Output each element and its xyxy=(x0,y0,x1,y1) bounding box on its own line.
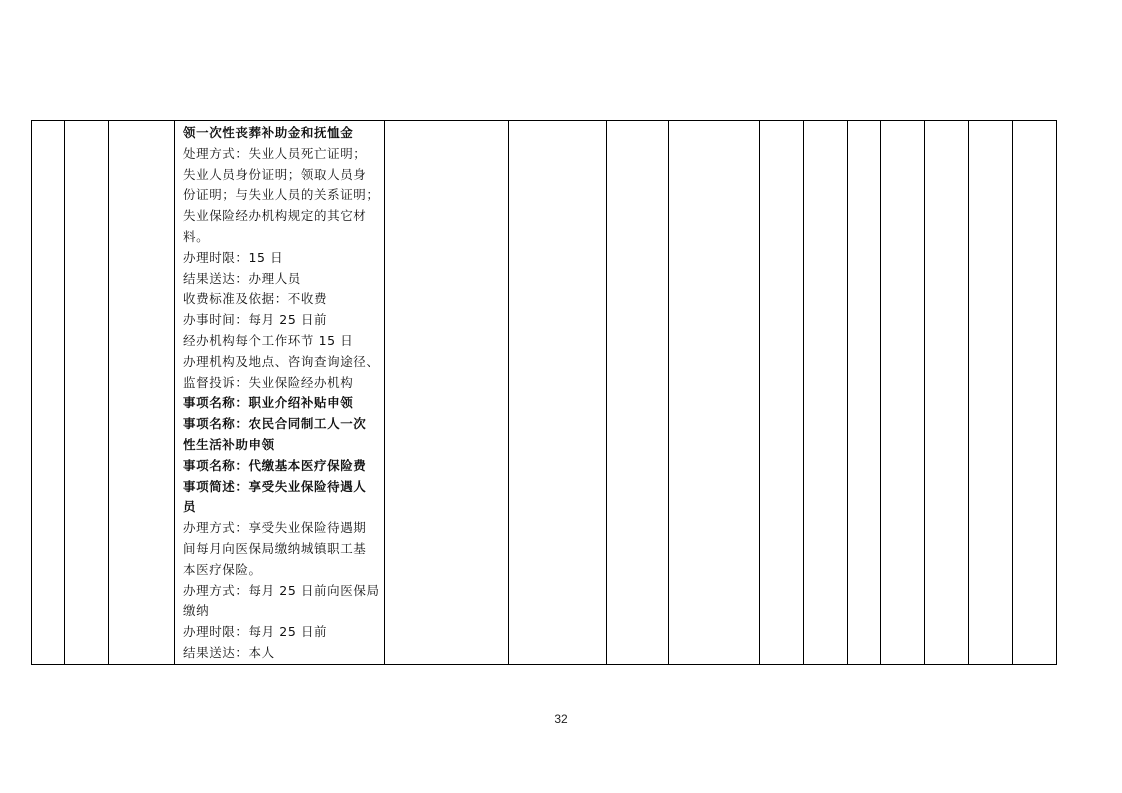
table-cell-item-details xyxy=(175,121,385,665)
item-detail-line: 办理方式：享受失业保险待遇期 xyxy=(183,520,367,536)
item-detail-line: 办理方式：每月 25 日前向医保局 xyxy=(183,582,380,598)
item-detail-line: 办理时限：15 日 xyxy=(183,249,284,265)
table-cell-col-5 xyxy=(384,121,508,665)
table-cell-col-8 xyxy=(668,121,759,665)
table-cell-col-15 xyxy=(1012,121,1056,665)
item-detail-line: 本医疗保险。 xyxy=(183,561,262,577)
table-cell-col-6 xyxy=(508,121,606,665)
table-row xyxy=(32,121,1057,665)
item-heading-line: 事项名称：农民合同制工人一次 xyxy=(183,416,367,432)
item-detail-line: 失业保险经办机构规定的其它材 xyxy=(183,208,367,224)
table-cell-col-9 xyxy=(759,121,803,665)
item-detail-line: 份证明；与失业人员的关系证明； xyxy=(183,187,380,203)
item-heading-line: 性生活补助申领 xyxy=(183,436,275,452)
item-heading-line: 事项简述：享受失业保险待遇人 xyxy=(183,478,367,494)
item-detail-line: 办理机构及地点、咨询查询途径、 xyxy=(183,353,380,369)
item-detail-line: 缴纳 xyxy=(183,603,210,619)
table-cell-col-7 xyxy=(606,121,668,665)
item-details-text xyxy=(183,123,380,664)
item-detail-line: 收费标准及依据：不收费 xyxy=(183,291,328,307)
item-detail-line: 处理方式：失业人员死亡证明； xyxy=(183,145,367,161)
table-cell-col-10 xyxy=(803,121,847,665)
item-detail-line: 经办机构每个工作环节 15 日 xyxy=(183,332,354,348)
item-detail-line: 失业人员身份证明；领取人员身 xyxy=(183,166,367,182)
table-cell-col-12 xyxy=(880,121,924,665)
item-heading-line: 事项名称：代缴基本医疗保险费 xyxy=(183,457,367,473)
item-detail-line: 办理时限：每月 25 日前 xyxy=(183,624,328,640)
table-cell-col-2 xyxy=(65,121,109,665)
table-cell-col-1 xyxy=(32,121,65,665)
item-detail-line: 料。 xyxy=(183,228,210,244)
table-cell-col-11 xyxy=(847,121,880,665)
page-number: 32 xyxy=(554,712,568,726)
item-detail-line: 结果送达：本人 xyxy=(183,644,275,660)
item-detail-line: 结果送达：办理人员 xyxy=(183,270,301,286)
item-detail-line: 监督投诉：失业保险经办机构 xyxy=(183,374,354,390)
item-heading-line: 领一次性丧葬补助金和抚恤金 xyxy=(183,125,354,140)
item-heading-line: 员 xyxy=(183,499,197,515)
item-detail-line: 间每月向医保局缴纳城镇职工基 xyxy=(183,540,367,556)
item-detail-line: 办事时间：每月 25 日前 xyxy=(183,312,328,328)
table-cell-col-3 xyxy=(109,121,175,665)
table-cell-col-13 xyxy=(924,121,968,665)
item-heading-line: 事项名称：职业介绍补贴申领 xyxy=(183,395,354,411)
table-cell-col-14 xyxy=(968,121,1012,665)
services-table xyxy=(31,120,1057,665)
